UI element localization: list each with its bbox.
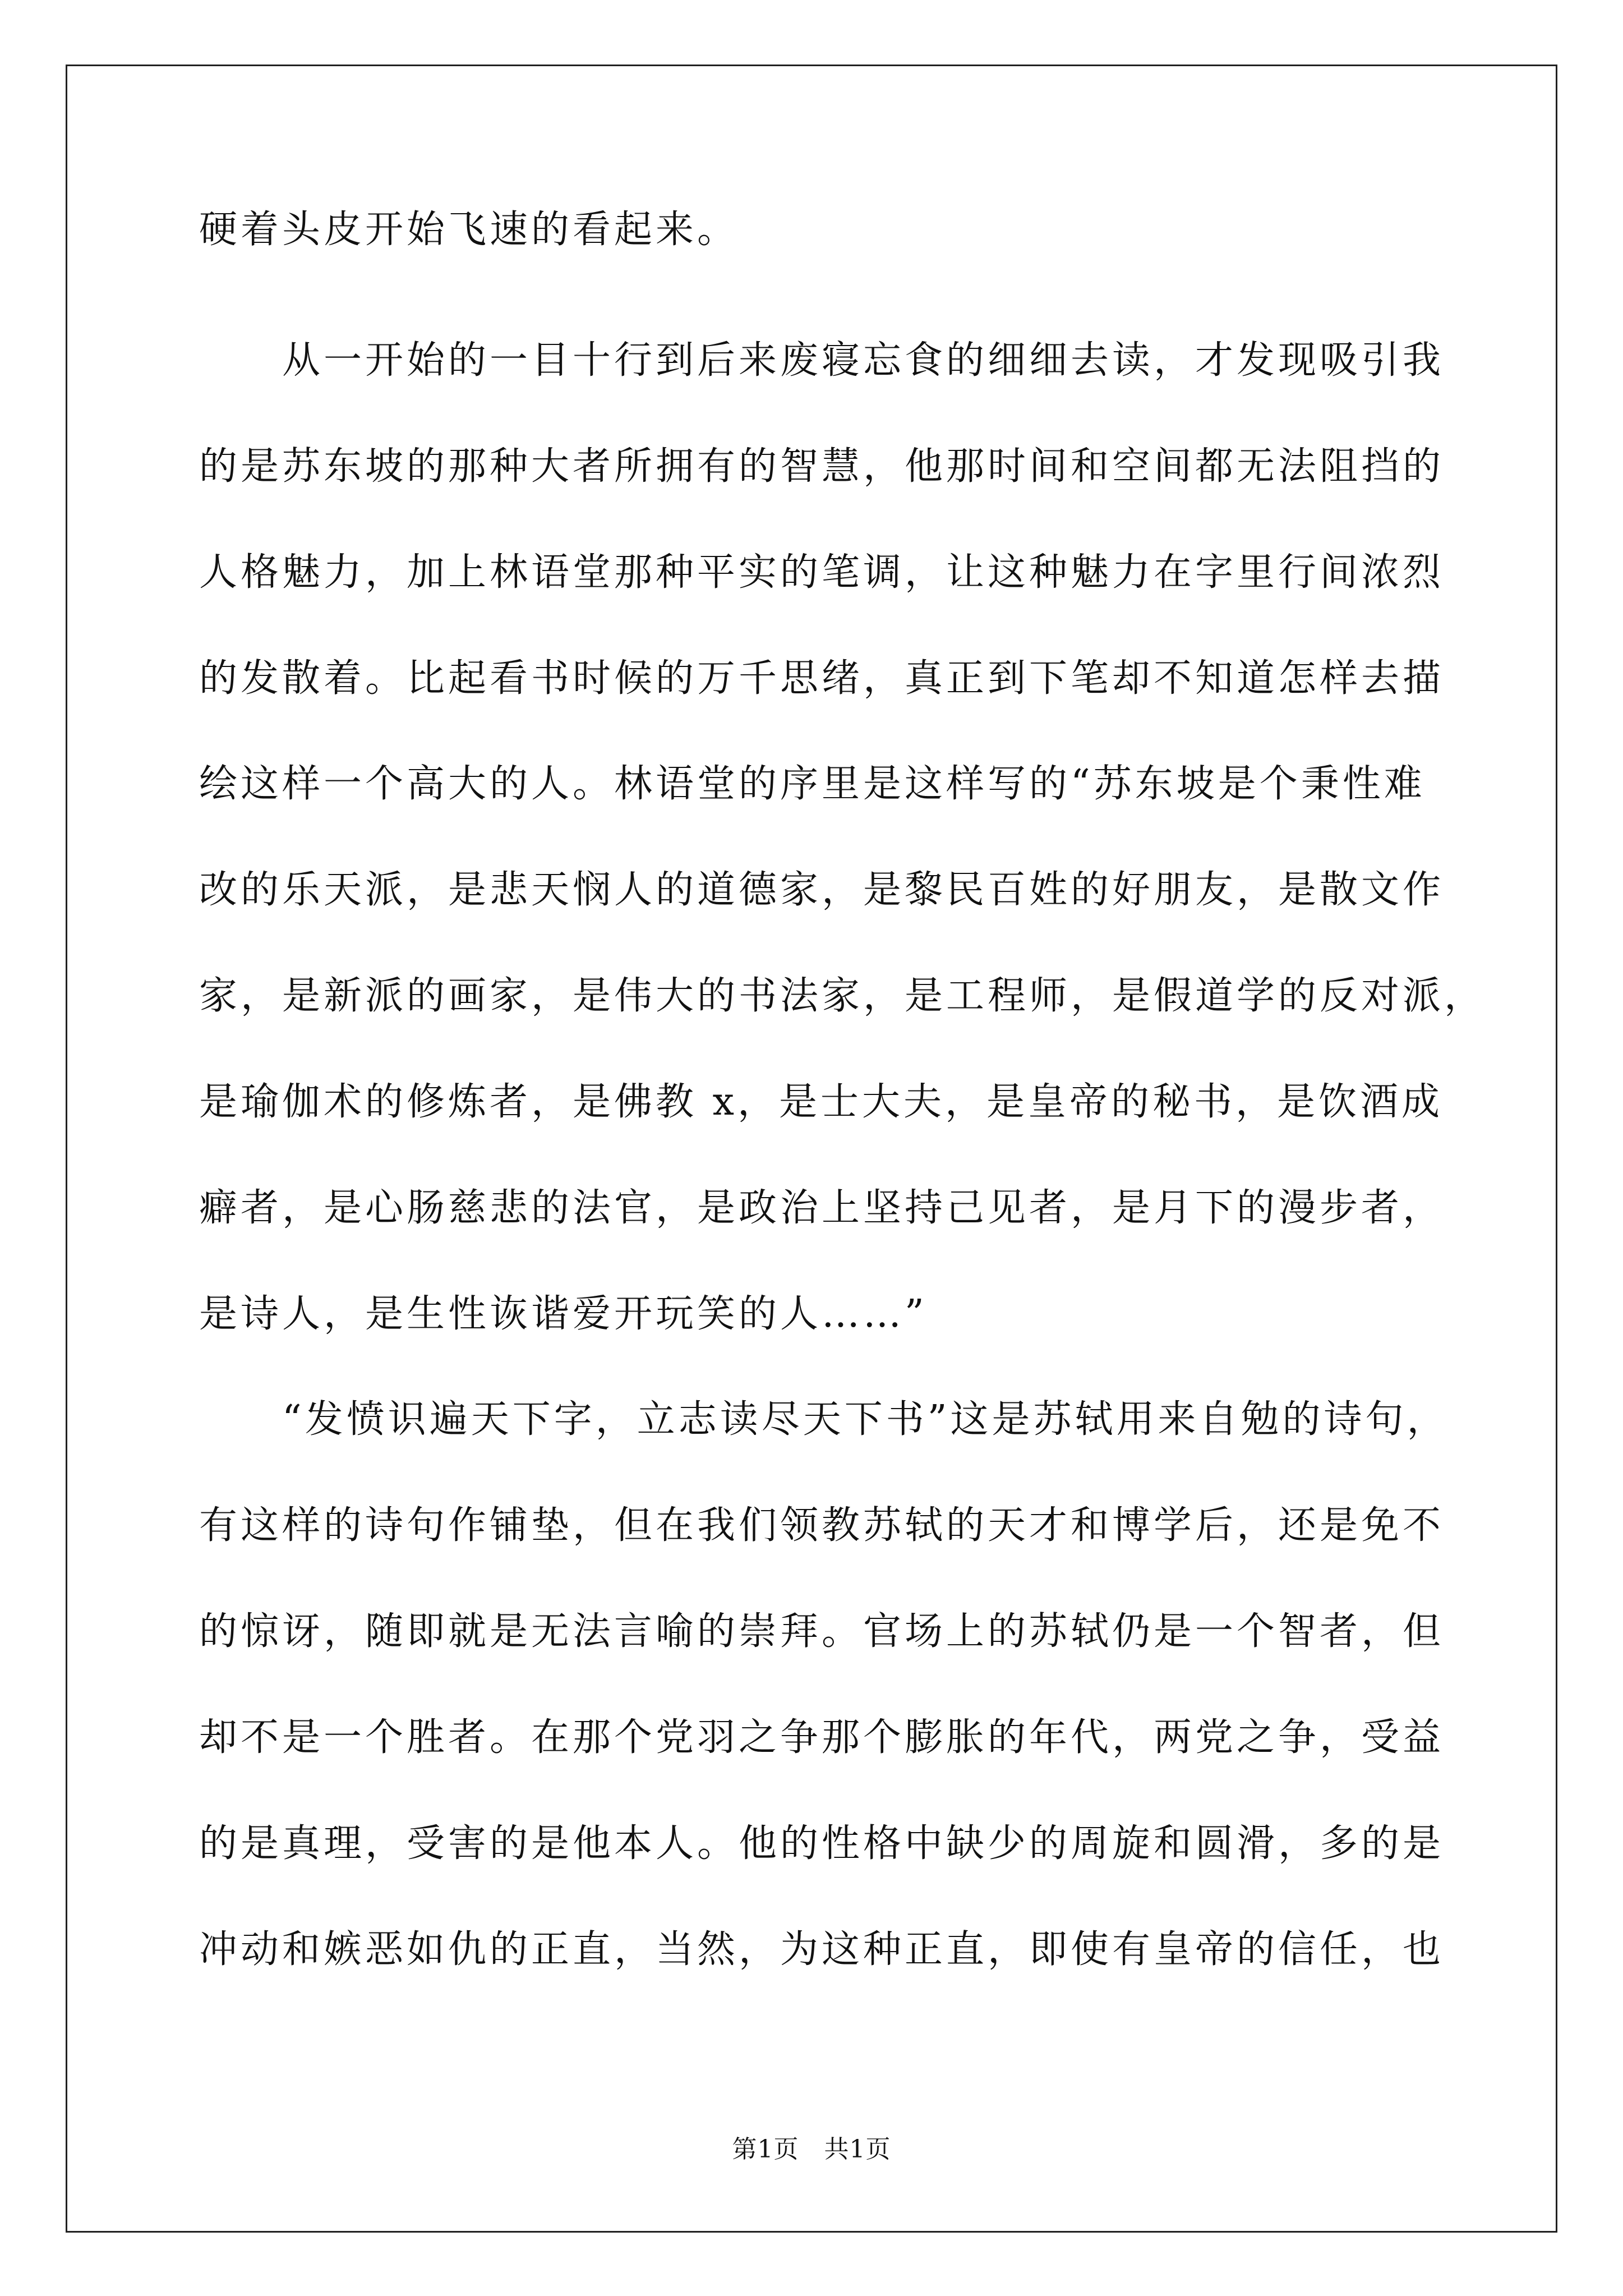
page-number-footer: 第1页 共1页 — [732, 2135, 891, 2164]
body-text-line-4: 人格魅力，加上林语堂那种平实的笔调，让这种魅力在字里行间浓烈 — [199, 550, 1445, 595]
body-text-line-14: 的惊讶，随即就是无法言喻的崇拜。官场上的苏轼仍是一个智者，但 — [199, 1609, 1445, 1654]
body-text-line-3: 的是苏东坡的那种大者所拥有的智慧，他那时间和空间都无法阻挡的 — [199, 444, 1445, 489]
body-text-line-6: 绘这样一个高大的人。林语堂的序里是这样写的“苏东坡是个秉性难 — [199, 762, 1426, 806]
body-text-line-8: 家，是新派的画家，是伟大的书法家，是工程师，是假道学的反对派， — [199, 974, 1486, 1018]
body-text-line-11: 是诗人，是生性诙谐爱开玩笑的人……” — [199, 1292, 928, 1336]
body-text-line-10: 癖者，是心肠慈悲的法官，是政治上坚持己见者，是月下的漫步者， — [199, 1186, 1445, 1230]
body-text-line-12: “发愤识遍天下字，立志读尽天下书”这是苏轼用来自勉的诗句， — [199, 1397, 1449, 1442]
body-text-line-17: 冲动和嫉恶如仇的正直，当然，为这种正直，即使有皇帝的信任，也 — [199, 1927, 1445, 1972]
page-border — [66, 65, 1557, 2233]
body-text-line-9: 是瑜伽术的修炼者，是佛教 x，是士大夫，是皇帝的秘书，是饮酒成 — [199, 1080, 1443, 1124]
body-text-line-13: 有这样的诗句作铺垫，但在我们领教苏轼的天才和博学后，还是免不 — [199, 1503, 1445, 1548]
body-text-line-15: 却不是一个胜者。在那个党羽之争那个膨胀的年代，两党之争，受益 — [199, 1715, 1445, 1760]
body-text-line-7: 改的乐天派，是悲天悯人的道德家，是黎民百姓的好朋友，是散文作 — [199, 868, 1445, 912]
body-text-line-16: 的是真理，受害的是他本人。他的性格中缺少的周旋和圆滑，多的是 — [199, 1821, 1445, 1866]
body-text-line-5: 的发散着。比起看书时候的万千思绪，真正到下笔却不知道怎样去描 — [199, 656, 1445, 701]
body-text-line-1: 硬着头皮开始飞速的看起来。 — [199, 208, 739, 252]
body-text-line-2: 从一开始的一目十行到后来废寝忘食的细细去读，才发现吸引我 — [199, 338, 1445, 383]
